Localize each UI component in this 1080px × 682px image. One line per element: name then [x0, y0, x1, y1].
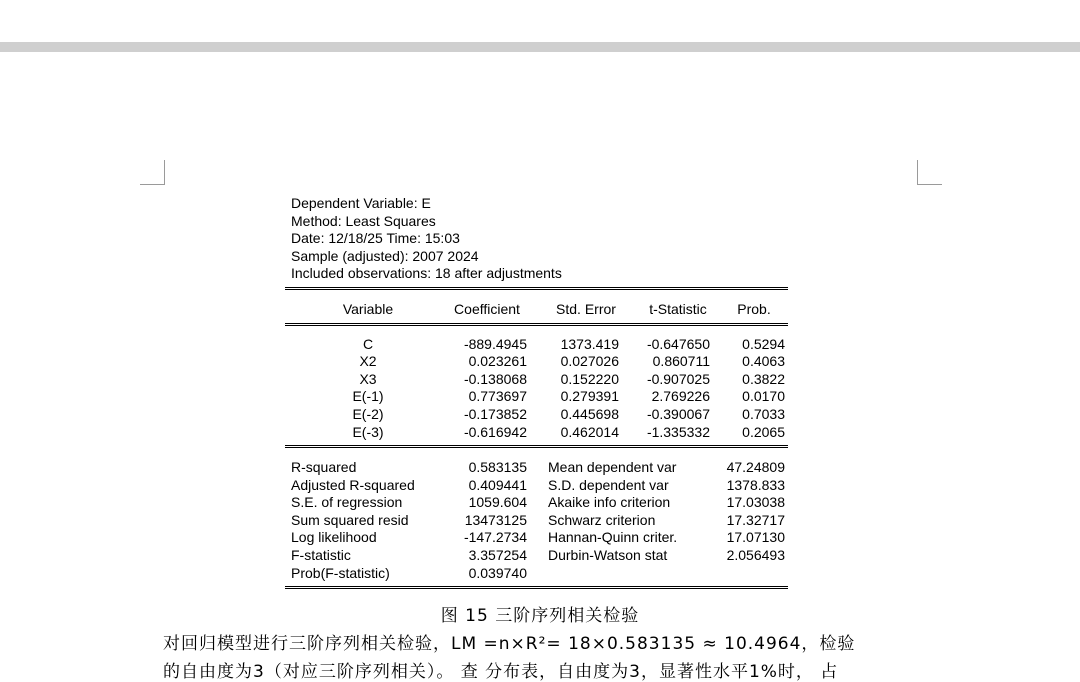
stat-value: 13473125 — [464, 512, 527, 528]
prob-value: 0.7033 — [742, 406, 785, 422]
t-stat-value: -1.335332 — [646, 424, 710, 440]
stat-label: Hannan-Quinn criter. — [548, 529, 678, 545]
sample-line: Sample (adjusted): 2007 2024 — [291, 248, 479, 264]
stat-value: 0.583135 — [468, 459, 527, 475]
column-header-coefficient: Coefficient — [454, 301, 520, 317]
coefficients-rule — [285, 445, 788, 448]
t-stat-value: -0.390067 — [646, 406, 710, 422]
std-error-value: 0.279391 — [560, 388, 619, 404]
variable-name: E(-3) — [352, 424, 384, 440]
observations-line: Included observations: 18 after adjustments — [291, 265, 562, 281]
stat-value: 1378.833 — [726, 477, 785, 493]
stat-label: Akaike info criterion — [548, 494, 671, 510]
stat-label: F-statistic — [291, 547, 351, 563]
variable-name: E(-1) — [352, 388, 384, 404]
stat-label: Prob(F-statistic) — [291, 565, 390, 581]
paragraph-line-1: 对回归模型进行三阶序列相关检验，LM =n×R²= 18×0.583135 ≈ 10.4964，检验 — [163, 634, 856, 654]
coefficient-value: -889.4945 — [463, 336, 527, 352]
table-top-rule — [285, 287, 788, 290]
header-rule — [285, 323, 788, 326]
stat-value: 17.07130 — [726, 529, 785, 545]
std-error-value: 0.462014 — [560, 424, 619, 440]
variable-name: C — [362, 336, 374, 352]
stat-label: Mean dependent var — [548, 459, 677, 475]
page-corner-mark-left — [140, 160, 165, 185]
column-header-prob: Prob. — [737, 301, 771, 317]
coefficient-value: -0.173852 — [463, 406, 527, 422]
variable-name: X2 — [359, 353, 377, 369]
stat-label: R-squared — [291, 459, 357, 475]
column-header-std-error: Std. Error — [556, 301, 616, 317]
dependent-variable-line: Dependent Variable: E — [291, 195, 431, 211]
t-stat-value: -0.647650 — [646, 336, 710, 352]
std-error-value: 0.152220 — [560, 371, 619, 387]
table-bottom-rule — [285, 586, 788, 589]
prob-value: 0.0170 — [742, 388, 785, 404]
column-header-t-statistic: t-Statistic — [649, 301, 707, 317]
top-scroll-bar — [0, 42, 1080, 52]
t-stat-value: 0.860711 — [652, 353, 710, 369]
prob-value: 0.4063 — [742, 353, 785, 369]
coefficient-value: 0.773697 — [468, 388, 527, 404]
prob-value: 0.5294 — [742, 336, 785, 352]
t-stat-value: 2.769226 — [651, 388, 710, 404]
stat-value: 0.039740 — [468, 565, 527, 581]
stat-value: 47.24809 — [726, 459, 785, 475]
stat-label: Schwarz criterion — [548, 512, 656, 528]
stat-value: 1059.604 — [468, 494, 527, 510]
stat-value: -147.2734 — [463, 529, 527, 545]
figure-caption: 图 15 三阶序列相关检验 — [440, 606, 640, 626]
prob-value: 0.3822 — [742, 371, 785, 387]
stat-label: Durbin-Watson stat — [548, 547, 668, 563]
stat-label: S.E. of regression — [291, 494, 403, 510]
method-line: Method: Least Squares — [291, 213, 436, 229]
stat-label: Log likelihood — [291, 529, 377, 545]
stat-value: 0.409441 — [468, 477, 527, 493]
coefficient-value: -0.138068 — [463, 371, 527, 387]
stat-value: 17.03038 — [726, 494, 785, 510]
stat-label: Adjusted R-squared — [291, 477, 415, 493]
stat-label: S.D. dependent var — [548, 477, 669, 493]
paragraph-line-2: 的自由度为3（对应三阶序列相关）。 查 分布表，自由度为3，显著性水平1%时， 占 — [163, 662, 839, 682]
std-error-value: 1373.419 — [560, 336, 619, 352]
variable-name: X3 — [359, 371, 377, 387]
prob-value: 0.2065 — [742, 424, 785, 440]
column-header-variable: Variable — [342, 301, 394, 317]
coefficient-value: 0.023261 — [468, 353, 527, 369]
stat-value: 17.32717 — [726, 512, 785, 528]
coefficient-value: -0.616942 — [463, 424, 527, 440]
stat-label: Sum squared resid — [291, 512, 409, 528]
variable-name: E(-2) — [352, 406, 384, 422]
stat-value: 2.056493 — [726, 547, 785, 563]
std-error-value: 0.445698 — [560, 406, 619, 422]
page-corner-mark-right — [917, 160, 942, 185]
stat-value: 3.357254 — [468, 547, 527, 563]
t-stat-value: -0.907025 — [646, 371, 710, 387]
std-error-value: 0.027026 — [560, 353, 619, 369]
date-time-line: Date: 12/18/25 Time: 15:03 — [291, 230, 460, 246]
